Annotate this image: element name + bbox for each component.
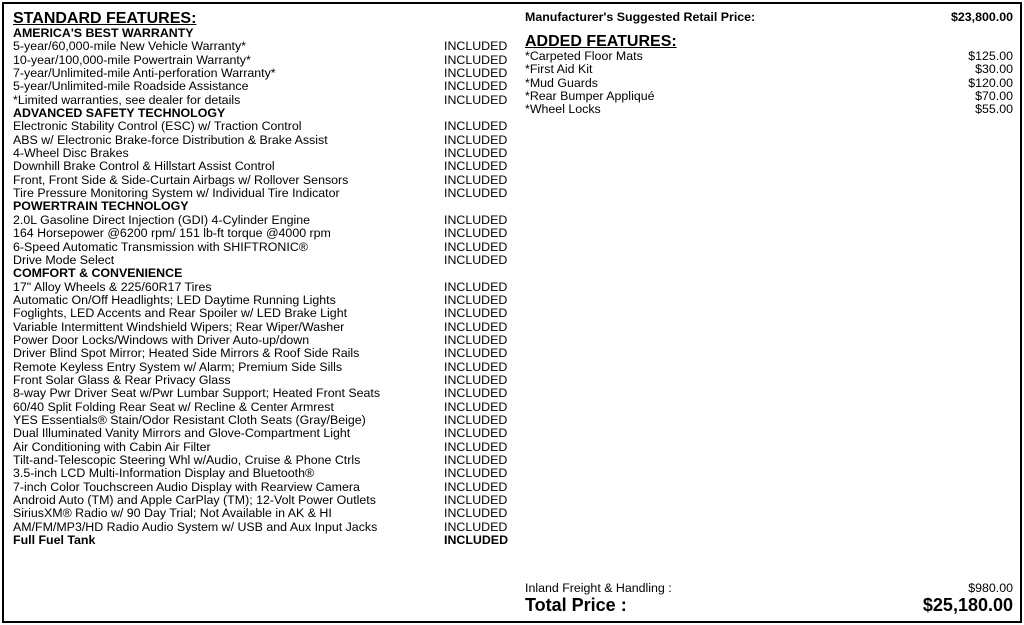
feature-row	[13, 481, 508, 494]
feature-value: INCLUDED	[444, 359, 508, 374]
feature-row	[13, 294, 508, 307]
feature-label: Remote Keyless Entry System w/ Alarm; Premium Side Sills	[13, 359, 343, 374]
feature-value	[444, 267, 508, 280]
feature-value: INCLUDED	[444, 212, 508, 227]
added-feature-price: $120.00	[968, 75, 1013, 90]
feature-label: 5-year/Unlimited-mile Roadside Assistance	[13, 79, 249, 94]
feature-row	[13, 80, 508, 93]
feature-label: Tilt-and-Telescopic Steering Whl w/Audio, Cruise & Phone Ctrls	[13, 453, 361, 467]
feature-label: 4-Wheel Disc Brakes	[13, 146, 129, 161]
feature-value: INCLUDED	[444, 533, 509, 548]
feature-category-heading	[13, 27, 508, 40]
feature-label: 6-Speed Automatic Transmission with SHIFTRONIC®	[13, 239, 308, 254]
feature-row	[13, 507, 508, 520]
feature-label: AM/FM/MP3/HD Radio Audio System w/ USB and Aux Input Jacks	[13, 519, 378, 534]
feature-row	[13, 427, 508, 440]
feature-value: INCLUDED	[444, 39, 508, 54]
feature-row	[13, 174, 508, 187]
feature-label: COMFORT & CONVENIENCE	[13, 266, 183, 281]
feature-label: *Limited warranties, see dealer for details	[13, 92, 241, 107]
feature-category-heading	[13, 107, 508, 120]
added-feature-label: *Rear Bumper Appliqué	[525, 89, 655, 104]
standard-features-section	[13, 10, 508, 547]
feature-value: INCLUDED	[444, 239, 508, 254]
added-feature-price: $125.00	[968, 49, 1013, 63]
feature-label: 60/40 Split Folding Rear Seat w/ Recline & Center Armrest	[13, 399, 334, 414]
feature-value: INCLUDED	[444, 66, 508, 81]
feature-row	[13, 387, 508, 400]
feature-value: INCLUDED	[444, 146, 508, 161]
feature-label: Foglights, LED Accents and Rear Spoiler w/ LED Brake Light	[13, 306, 348, 321]
feature-label: 5-year/60,000-mile New Vehicle Warranty*	[13, 39, 246, 54]
feature-value: INCLUDED	[444, 132, 508, 147]
feature-label: Driver Blind Spot Mirror; Heated Side Mirrors & Roof Side Rails	[13, 346, 360, 361]
feature-value: INCLUDED	[444, 439, 508, 454]
msrp-label: Manufacturer's Suggested Retail Price:	[525, 10, 756, 24]
feature-label: Dual Illuminated Vanity Mirrors and Glove-Compartment Light	[13, 426, 351, 441]
total-row	[525, 594, 1013, 616]
feature-label: 17" Alloy Wheels & 225/60R17 Tires	[13, 279, 212, 294]
feature-row	[13, 334, 508, 347]
feature-row	[13, 147, 508, 160]
feature-value: INCLUDED	[444, 172, 508, 187]
feature-category-heading	[13, 200, 508, 213]
feature-value: INCLUDED	[444, 119, 508, 134]
feature-label: 2.0L Gasoline Direct Injection (GDI) 4-Cylinder Engine	[13, 212, 311, 227]
feature-label: ADVANCED SAFETY TECHNOLOGY	[13, 106, 226, 121]
feature-label: 7-inch Color Touchscreen Audio Display with Rearview Camera	[13, 479, 360, 494]
feature-label: Power Door Locks/Windows with Driver Auto-up/down	[13, 332, 310, 347]
added-feature-row	[525, 50, 1013, 63]
standard-features-list	[13, 27, 508, 547]
feature-value: INCLUDED	[444, 319, 508, 334]
feature-value: INCLUDED	[444, 399, 508, 414]
freight-value: $980.00	[968, 581, 1013, 595]
feature-row	[13, 534, 508, 547]
added-feature-price: $55.00	[975, 102, 1013, 117]
msrp-value: $23,800.00	[950, 10, 1013, 24]
feature-label: Variable Intermittent Windshield Wipers; Rear Wiper/Washer	[13, 319, 345, 334]
added-feature-price: $70.00	[975, 89, 1013, 104]
feature-row	[13, 441, 508, 454]
feature-value	[444, 200, 508, 213]
feature-label: Android Auto (TM) and Apple CarPlay (TM); 12-Volt Power Outlets	[13, 493, 376, 508]
feature-label: 10-year/100,000-mile Powertrain Warranty*	[13, 52, 251, 67]
feature-value: INCLUDED	[444, 453, 508, 467]
feature-row	[13, 54, 508, 67]
feature-label: Front Solar Glass & Rear Privacy Glass	[13, 372, 231, 387]
feature-category-heading	[13, 267, 508, 280]
feature-row	[13, 374, 508, 387]
freight-row	[525, 581, 1013, 595]
feature-label: SiriusXM® Radio w/ 90 Day Trial; Not Available in AK & HI	[13, 506, 332, 521]
feature-value: INCLUDED	[444, 79, 508, 94]
added-feature-label: *First Aid Kit	[525, 62, 593, 77]
pricing-section	[525, 10, 1013, 117]
feature-value: INCLUDED	[444, 466, 508, 481]
msrp-row	[525, 10, 1013, 24]
feature-row	[13, 160, 508, 173]
feature-label: 7-year/Unlimited-mile Anti-perforation Warranty*	[13, 66, 276, 81]
feature-label: Air Conditioning with Cabin Air Filter	[13, 439, 211, 454]
feature-row	[13, 40, 508, 53]
feature-label: 164 Horsepower @6200 rpm/ 151 lb-ft torque @4000 rpm	[13, 226, 331, 241]
feature-value: INCLUDED	[444, 506, 508, 521]
feature-value	[444, 27, 508, 40]
feature-row	[13, 67, 508, 80]
feature-value: INCLUDED	[444, 159, 508, 174]
added-feature-row	[525, 77, 1013, 90]
total-label: Total Price :	[525, 595, 627, 615]
feature-value: INCLUDED	[444, 479, 508, 494]
feature-row	[13, 187, 508, 200]
feature-value: INCLUDED	[444, 226, 508, 241]
feature-value: INCLUDED	[444, 372, 508, 387]
feature-label: YES Essentials® Stain/Odor Resistant Cloth Seats (Gray/Beige)	[13, 412, 366, 427]
feature-row	[13, 494, 508, 507]
feature-row	[13, 361, 508, 374]
added-features-list	[525, 50, 1013, 117]
feature-row	[13, 120, 508, 133]
feature-label: POWERTRAIN TECHNOLOGY	[13, 199, 189, 214]
window-sticker	[2, 2, 1022, 623]
feature-row	[13, 254, 508, 267]
feature-row	[13, 134, 508, 147]
feature-label: 3.5-inch LCD Multi-Information Display and Bluetooth®	[13, 466, 315, 481]
feature-value: INCLUDED	[444, 306, 508, 321]
feature-value: INCLUDED	[444, 279, 508, 294]
feature-row	[13, 454, 508, 467]
added-feature-label: *Mud Guards	[525, 75, 599, 90]
feature-label: ABS w/ Electronic Brake-force Distribution & Brake Assist	[13, 132, 328, 147]
added-feature-row	[525, 63, 1013, 76]
feature-value: INCLUDED	[444, 412, 508, 427]
feature-label: Automatic On/Off Headlights; LED Daytime Running Lights	[13, 292, 336, 307]
feature-value: INCLUDED	[444, 52, 508, 67]
feature-row	[13, 94, 508, 107]
feature-label: Full Fuel Tank	[13, 533, 96, 548]
feature-value: INCLUDED	[444, 332, 508, 347]
feature-value: INCLUDED	[444, 92, 508, 107]
feature-row	[13, 227, 508, 240]
added-feature-label: *Carpeted Floor Mats	[525, 49, 643, 63]
total-value: $25,180.00	[922, 595, 1013, 615]
added-feature-label: *Wheel Locks	[525, 102, 601, 117]
feature-row	[13, 401, 508, 414]
feature-row	[13, 414, 508, 427]
feature-label: Front, Front Side & Side-Curtain Airbags w/ Rollover Sensors	[13, 172, 349, 187]
feature-row	[13, 281, 508, 294]
feature-value: INCLUDED	[444, 519, 508, 534]
feature-label: Tire Pressure Monitoring System w/ Individual Tire Indicator	[13, 186, 340, 201]
feature-row	[13, 321, 508, 334]
feature-row	[13, 214, 508, 227]
feature-label: AMERICA'S BEST WARRANTY	[13, 26, 194, 40]
feature-value: INCLUDED	[444, 292, 508, 307]
feature-row	[13, 241, 508, 254]
standard-features-title: STANDARD FEATURES:	[13, 10, 197, 27]
feature-value: INCLUDED	[444, 186, 508, 201]
feature-value: INCLUDED	[444, 252, 508, 267]
feature-value: INCLUDED	[444, 426, 508, 441]
feature-label: 8-way Pwr Driver Seat w/Pwr Lumbar Support; Heated Front Seats	[13, 386, 381, 401]
freight-label: Inland Freight & Handling :	[525, 581, 672, 595]
added-feature-row	[525, 103, 1013, 116]
feature-label: Drive Mode Select	[13, 252, 115, 267]
feature-value: INCLUDED	[444, 346, 508, 361]
feature-row	[13, 521, 508, 534]
feature-row	[13, 347, 508, 360]
feature-row	[13, 467, 508, 480]
feature-value	[444, 107, 508, 120]
added-features-title: ADDED FEATURES:	[525, 33, 677, 50]
feature-row	[13, 307, 508, 320]
feature-label: Electronic Stability Control (ESC) w/ Traction Control	[13, 119, 302, 134]
added-feature-price: $30.00	[975, 62, 1013, 77]
added-feature-row	[525, 90, 1013, 103]
feature-value: INCLUDED	[444, 386, 508, 401]
feature-value: INCLUDED	[444, 493, 508, 508]
feature-label: Downhill Brake Control & Hillstart Assist Control	[13, 159, 275, 174]
